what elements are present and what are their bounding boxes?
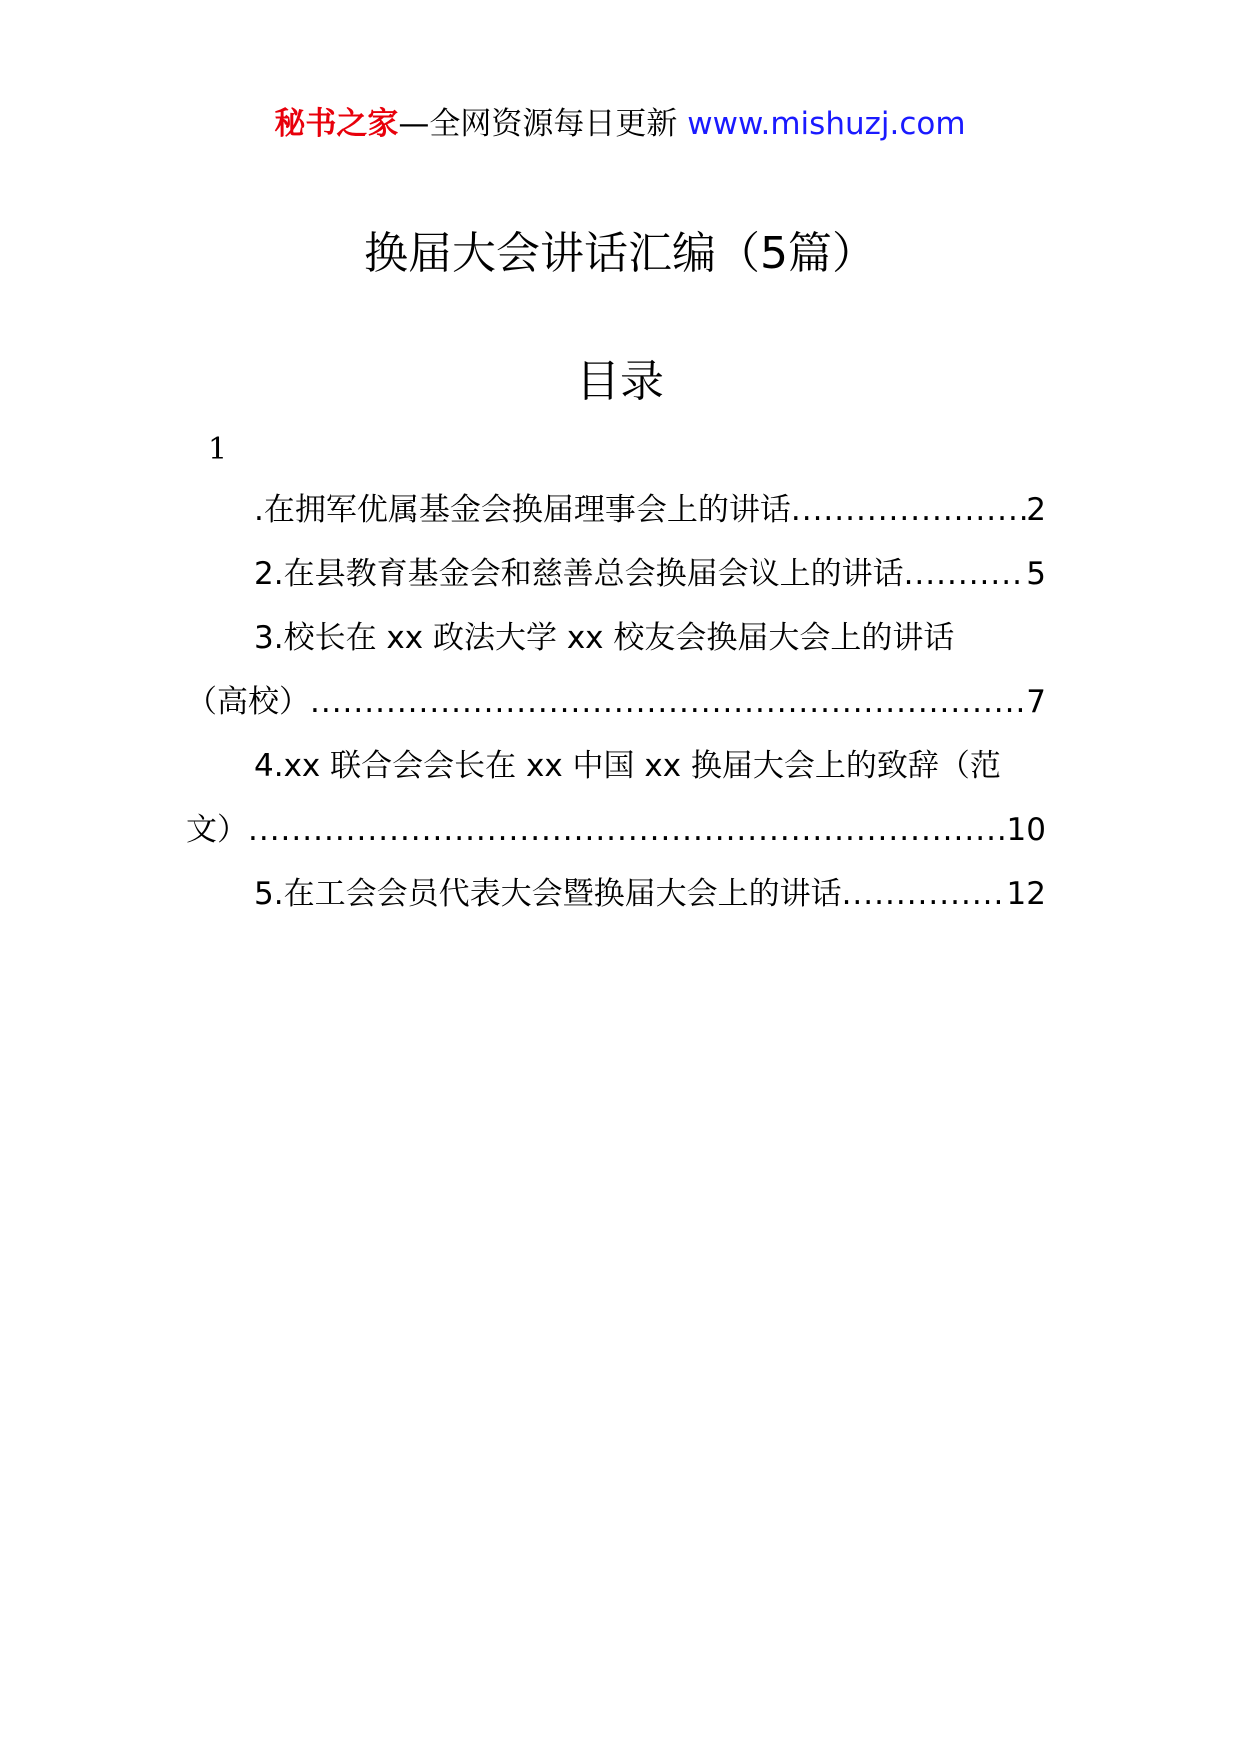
toc-page-number: 10 (1006, 812, 1046, 848)
toc-entry-text-line2: 文） (186, 812, 248, 848)
toc-heading: 目录 (576, 356, 664, 407)
toc-entry-3-continued[interactable] (186, 680, 1046, 724)
toc-page-number: 5 (1026, 556, 1046, 592)
toc-entry-text-line1: 4.xx 联合会会长在 xx 中国 xx 换届大会上的致辞（范 (254, 748, 1001, 784)
toc-leader-dots (791, 488, 1026, 532)
toc-entry-text: 2.在县教育基金会和慈善总会换届会议上的讲话 (254, 556, 904, 592)
toc-entry-text: 5.在工会会员代表大会暨换届大会上的讲话 (254, 876, 842, 912)
toc-entry-text-line2: （高校） (186, 684, 310, 720)
toc-entry-2[interactable] (186, 552, 1046, 596)
site-header (0, 104, 1240, 144)
toc-entry-5[interactable] (186, 872, 1046, 916)
toc-entry-text-line1: 3.校长在 xx 政法大学 xx 校友会换届大会上的讲话 (254, 620, 955, 656)
toc-leader-dots (842, 872, 1007, 916)
header-slogan: —全网资源每日更新 (398, 106, 688, 142)
document-title: 换届大会讲话汇编（5篇） (364, 228, 876, 279)
toc-entry-4-continued[interactable] (186, 808, 1046, 852)
brand-name: 秘书之家 (274, 106, 399, 142)
toc-leader-dots (904, 552, 1027, 596)
toc-page-number: 7 (1026, 684, 1046, 720)
stray-list-number: 1 (208, 432, 228, 467)
toc-leader-dots (310, 680, 1026, 724)
toc-leader-dots (248, 808, 1007, 852)
toc-entry-1[interactable] (186, 488, 1046, 532)
toc-page-number: 12 (1006, 876, 1046, 912)
toc-entry-4[interactable] (186, 744, 1046, 788)
toc-entry-text: .在拥军优属基金会换届理事会上的讲话 (254, 492, 791, 528)
toc-entry-3[interactable] (186, 616, 1046, 660)
site-url-link[interactable]: www.mishuzj.com (687, 106, 966, 142)
toc-page-number: 2 (1026, 492, 1046, 528)
